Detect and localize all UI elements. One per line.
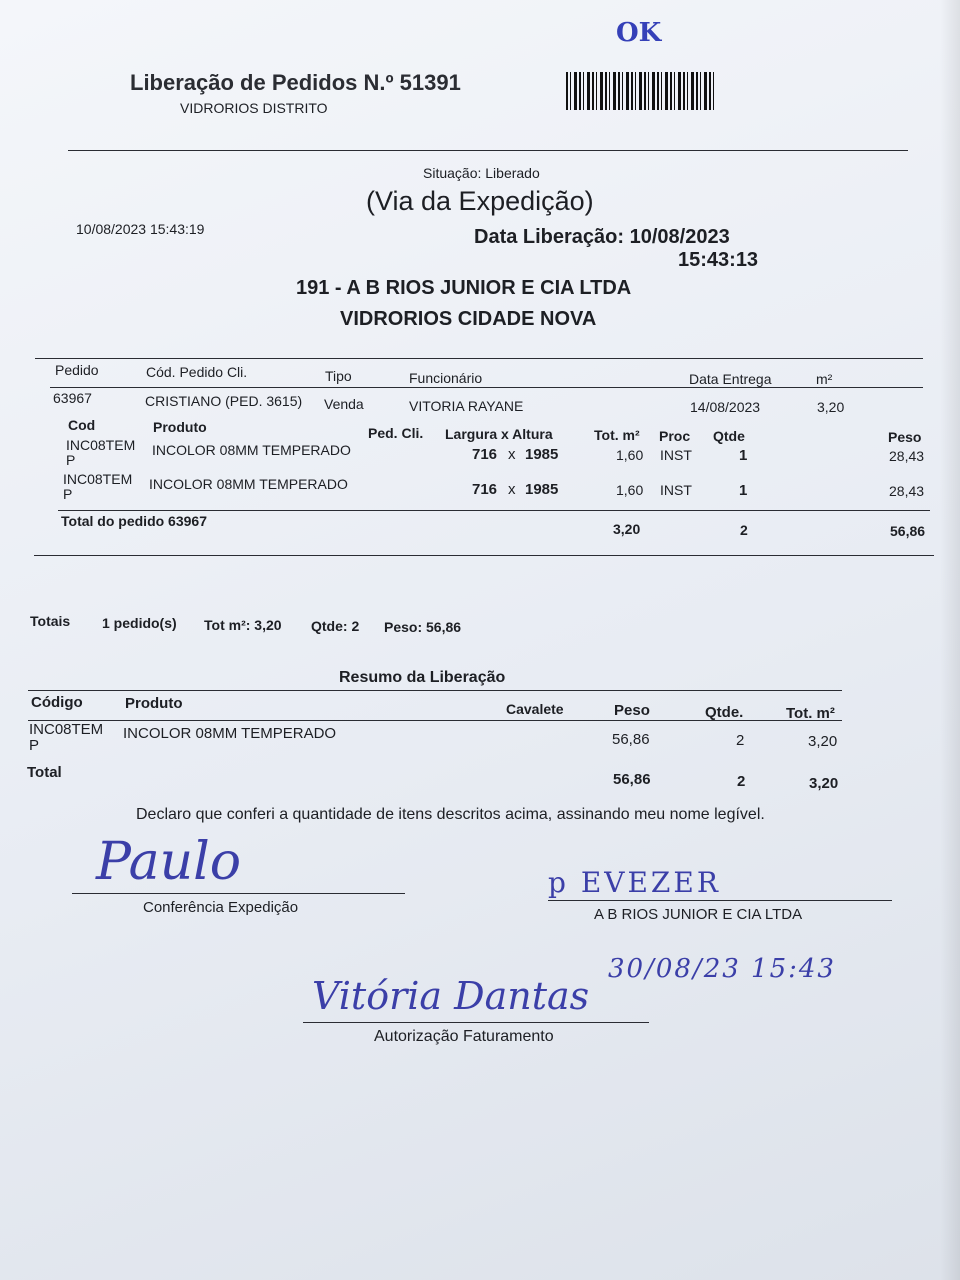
order-total-label: Total do pedido 63967 bbox=[61, 513, 207, 529]
order-total-peso: 56,86 bbox=[890, 523, 926, 539]
items-col-cod: Cod bbox=[68, 417, 96, 433]
item-row-2-altura: 1985 bbox=[525, 481, 559, 498]
items-col-proc: Proc bbox=[659, 428, 691, 444]
order-cod-pedido-cli: CRISTIANO (PED. 3615) bbox=[145, 393, 303, 409]
resumo-col-peso: Peso bbox=[614, 702, 650, 719]
col-cod-pedido-cli: Cód. Pedido Cli. bbox=[146, 364, 248, 380]
col-pedido: Pedido bbox=[55, 362, 99, 378]
resumo-col-produto: Produto bbox=[125, 695, 183, 712]
order-header-rule bbox=[50, 387, 923, 388]
resumo-col-tot-m2: Tot. m² bbox=[786, 705, 835, 722]
order-tipo: Venda bbox=[324, 396, 364, 412]
order-total-rule bbox=[58, 510, 930, 511]
section-divider bbox=[34, 555, 934, 556]
col-funcionario: Funcionário bbox=[409, 370, 483, 386]
item-row-2-proc: INST bbox=[660, 482, 692, 498]
item-row-1-cod: INC08TEM P bbox=[66, 437, 136, 468]
items-col-peso: Peso bbox=[888, 429, 922, 445]
item-row-2-produto: INCOLOR 08MM TEMPERADO bbox=[149, 476, 348, 492]
items-col-ped-cli: Ped. Cli. bbox=[368, 425, 424, 441]
declaration-text: Declaro que conferi a quantidade de itens descritos acima, assinando meu nome legível. bbox=[136, 806, 765, 823]
item-row-1-x: x bbox=[508, 446, 516, 463]
item-row-1-proc: INST bbox=[660, 447, 692, 463]
item-row-2-qtde: 1 bbox=[739, 482, 748, 499]
item-row-1-qtde: 1 bbox=[739, 447, 748, 464]
copy-type: (Via da Expedição) bbox=[366, 186, 594, 216]
order-data-entrega: 14/08/2023 bbox=[690, 399, 761, 415]
item-row-1-largura: 716 bbox=[472, 446, 498, 463]
signature-paulo: Paulo bbox=[96, 832, 242, 892]
totais-tot-m2: Tot m²: 3,20 bbox=[204, 617, 282, 633]
print-timestamp: 10/08/2023 15:43:19 bbox=[76, 221, 205, 237]
signature-cliente: p EVEZER bbox=[548, 866, 721, 899]
col-m2: m² bbox=[816, 371, 833, 387]
order-pedido: 63967 bbox=[53, 390, 92, 406]
totais-peso: Peso: 56,86 bbox=[384, 619, 462, 635]
client-name: 191 - A B RIOS JUNIOR E CIA LTDA bbox=[296, 277, 632, 299]
company-name: VIDRORIOS DISTRITO bbox=[180, 100, 328, 116]
col-tipo: Tipo bbox=[325, 368, 352, 384]
item-row-2-x: x bbox=[508, 481, 516, 498]
conferencia-label: Conferência Expedição bbox=[143, 899, 299, 916]
resumo-total-qtde: 2 bbox=[737, 773, 746, 790]
faturamento-label: Autorização Faturamento bbox=[374, 1028, 554, 1045]
items-col-qtde: Qtde bbox=[713, 428, 745, 444]
item-row-1-tot-m2: 1,60 bbox=[616, 447, 644, 463]
resumo-top-rule bbox=[28, 690, 842, 691]
item-row-1-produto: INCOLOR 08MM TEMPERADO bbox=[152, 442, 351, 458]
items-col-tot-m2: Tot. m² bbox=[594, 427, 640, 443]
item-row-1-peso: 28,43 bbox=[889, 448, 925, 464]
item-row-1-altura: 1985 bbox=[525, 446, 559, 463]
items-col-largura-altura: Largura x Altura bbox=[445, 426, 553, 442]
resumo-col-qtde: Qtde. bbox=[705, 704, 744, 721]
header-divider bbox=[68, 150, 908, 151]
release-time: 15:43:13 bbox=[678, 249, 759, 271]
order-table-top-rule bbox=[35, 358, 923, 359]
order-m2: 3,20 bbox=[817, 399, 845, 415]
order-total-tot-m2: 3,20 bbox=[613, 521, 641, 537]
totais-label: Totais bbox=[30, 613, 71, 629]
release-date: Data Liberação: 10/08/2023 bbox=[474, 226, 730, 248]
ok-stamp: OK bbox=[616, 18, 662, 48]
col-data-entrega: Data Entrega bbox=[689, 371, 772, 387]
status-text: Situação: Liberado bbox=[423, 165, 540, 181]
faturamento-signature-line bbox=[303, 1022, 649, 1023]
resumo-total-peso: 56,86 bbox=[613, 771, 651, 788]
resumo-title: Resumo da Liberação bbox=[339, 669, 506, 686]
item-row-2-cod: INC08TEM P bbox=[63, 471, 133, 502]
resumo-total-tot-m2: 3,20 bbox=[809, 775, 839, 792]
resumo-header-rule bbox=[28, 720, 842, 721]
order-total-qtde: 2 bbox=[740, 522, 748, 538]
order-funcionario: VITORIA RAYANE bbox=[409, 398, 524, 414]
items-col-produto: Produto bbox=[153, 419, 207, 435]
conferencia-signature-line bbox=[72, 893, 405, 894]
resumo-col-cavalete: Cavalete bbox=[506, 701, 564, 717]
resumo-total-label: Total bbox=[27, 764, 62, 781]
item-row-2-largura: 716 bbox=[472, 481, 498, 498]
resumo-row-qtde: 2 bbox=[736, 732, 745, 749]
client-store: VIDRORIOS CIDADE NOVA bbox=[340, 308, 597, 330]
cliente-label: A B RIOS JUNIOR E CIA LTDA bbox=[594, 906, 803, 923]
barcode bbox=[566, 72, 714, 110]
item-row-2-peso: 28,43 bbox=[889, 483, 925, 499]
totais-qtde: Qtde: 2 bbox=[311, 618, 360, 634]
totais-pedidos: 1 pedido(s) bbox=[102, 615, 177, 631]
cliente-signature-line bbox=[548, 900, 892, 901]
resumo-row-produto: INCOLOR 08MM TEMPERADO bbox=[123, 725, 337, 742]
resumo-col-codigo: Código bbox=[31, 694, 83, 711]
item-row-2-tot-m2: 1,60 bbox=[616, 482, 644, 498]
document-title: Liberação de Pedidos N.º 51391 bbox=[130, 70, 461, 95]
handwritten-date: 30/08/23 15:43 bbox=[608, 954, 836, 984]
resumo-row-peso: 56,86 bbox=[612, 731, 650, 748]
resumo-row-codigo: INC08TEM P bbox=[29, 721, 104, 754]
signature-faturamento: Vitória Dantas bbox=[312, 974, 590, 1018]
resumo-row-tot-m2: 3,20 bbox=[808, 733, 838, 750]
page-edge-shadow bbox=[940, 0, 960, 1280]
